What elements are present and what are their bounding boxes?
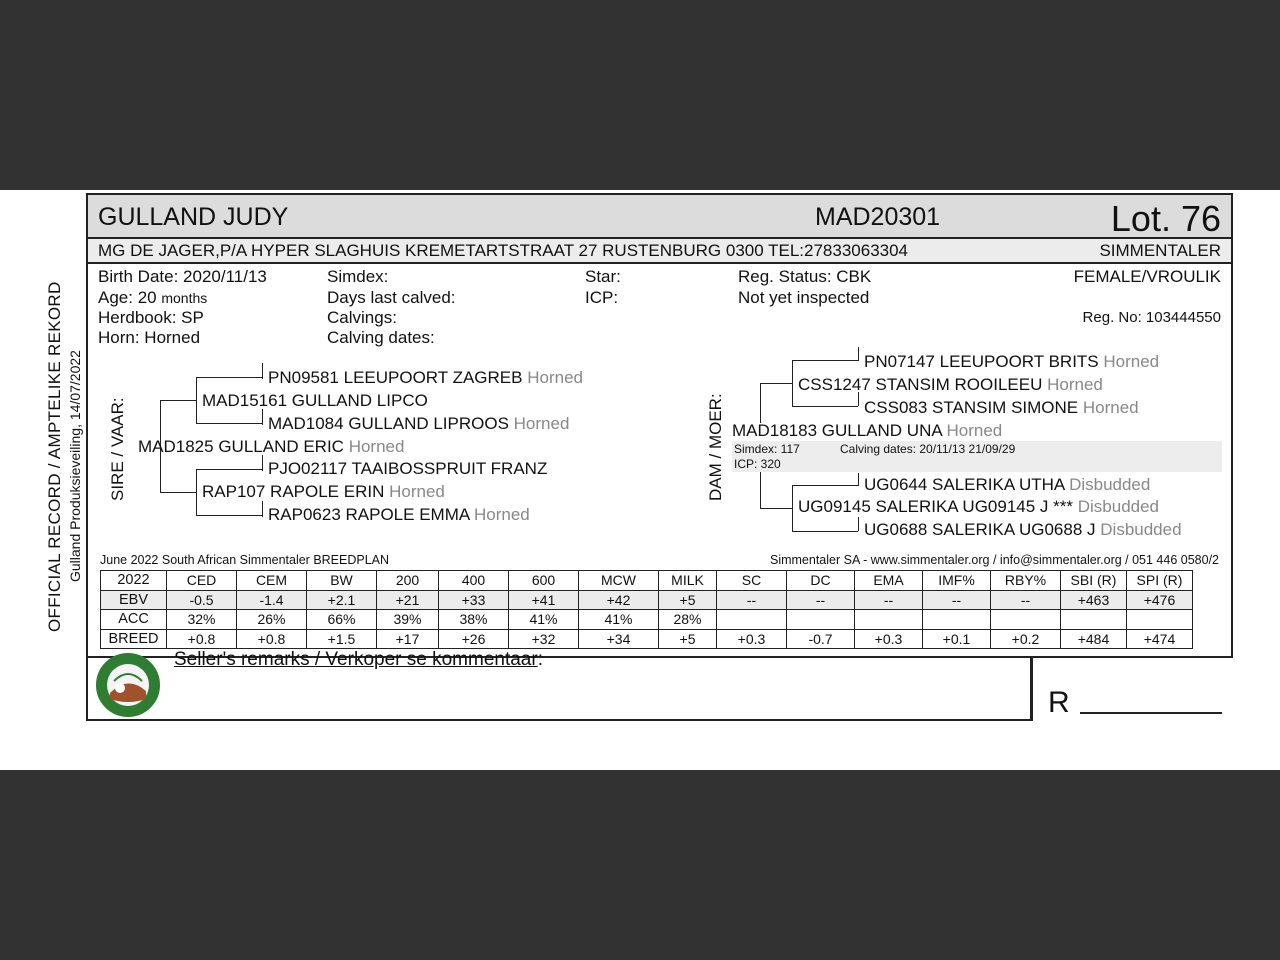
ebv-cell: -- bbox=[787, 590, 855, 610]
ebv-row-acc bbox=[101, 610, 1193, 630]
dam-side-label: DAM / MOER: bbox=[706, 393, 725, 501]
age bbox=[98, 288, 207, 308]
simdex-label: Simdex: bbox=[327, 267, 389, 286]
ebv-cell: BW bbox=[307, 571, 377, 591]
reg-status: Reg. Status: CBK bbox=[738, 267, 872, 286]
horn-status: Horn: Horned bbox=[98, 328, 201, 347]
ebv-cell: +5 bbox=[659, 629, 717, 649]
ebv-cell bbox=[991, 610, 1061, 630]
ebv-cell bbox=[923, 610, 991, 630]
sale-label: Gulland Produksieveiling, 14/07/2022 bbox=[67, 350, 83, 582]
ebv-cell: BREED bbox=[101, 629, 167, 649]
lot-number: Lot. 76 bbox=[1110, 198, 1221, 239]
ebv-cell: +33 bbox=[439, 590, 509, 610]
ebv-cell: +0.3 bbox=[717, 629, 787, 649]
ebv-cell bbox=[787, 610, 855, 630]
dam-simdex: Simdex: 117 bbox=[734, 442, 800, 456]
dam-connector bbox=[760, 383, 761, 423]
ebv-cell: +26 bbox=[439, 629, 509, 649]
ebv-cell: +41 bbox=[509, 590, 579, 610]
ebv-cell: +34 bbox=[579, 629, 659, 649]
ebv-cell: -- bbox=[717, 590, 787, 610]
ebv-cell: SBI (R) bbox=[1061, 571, 1127, 591]
sellers-remarks-label: Seller's remarks / Verkoper se kommentaar: bbox=[174, 649, 543, 670]
dam-sire-sire: PN07147 LEEUPOORT BRITS Horned bbox=[864, 352, 1160, 371]
ebv-cell: +474 bbox=[1127, 629, 1193, 649]
dam-dam-dam: UG0688 SALERIKA UG0688 J Disbudded bbox=[864, 520, 1182, 539]
ebv-cell: 2022 bbox=[101, 571, 167, 591]
birth-date: Birth Date: 2020/11/13 bbox=[98, 267, 267, 286]
ebv-cell: EBV bbox=[101, 590, 167, 610]
ebv-cell: 26% bbox=[237, 610, 307, 630]
ebv-cell: +0.8 bbox=[237, 629, 307, 649]
ebv-cell: +42 bbox=[579, 590, 659, 610]
dam: MAD18183 GULLAND UNA Horned bbox=[732, 421, 1003, 440]
title-row bbox=[88, 195, 1231, 239]
ebv-row-breed bbox=[101, 629, 1193, 649]
age-value: Age: 20 bbox=[98, 288, 157, 307]
ebv-header-row bbox=[101, 571, 1193, 591]
days-last-calved-label: Days last calved: bbox=[327, 288, 456, 307]
ebv-cell: -1.4 bbox=[237, 590, 307, 610]
ebv-cell: RBY% bbox=[991, 571, 1061, 591]
lot-card bbox=[86, 193, 1233, 658]
herdbook: Herdbook: SP bbox=[98, 308, 204, 327]
calving-dates-label: Calving dates: bbox=[327, 328, 435, 347]
ebv-cell: 32% bbox=[167, 610, 237, 630]
ebv-table bbox=[100, 570, 1193, 649]
ebv-cell: CED bbox=[167, 571, 237, 591]
ebv-cell: +476 bbox=[1127, 590, 1193, 610]
ebv-cell: 39% bbox=[377, 610, 439, 630]
ebv-cell: DC bbox=[787, 571, 855, 591]
ebv-cell: 41% bbox=[579, 610, 659, 630]
official-record-label: OFFICIAL RECORD / AMPTELIKE REKORD bbox=[45, 281, 64, 632]
ebv-cell bbox=[717, 610, 787, 630]
icp-label: ICP: bbox=[585, 288, 619, 307]
ebv-cell: -- bbox=[991, 590, 1061, 610]
ebv-cell: IMF% bbox=[923, 571, 991, 591]
contact-info: Simmentaler SA - www.simmentaler.org / info@simmentaler.org / 051 446 0580/2 bbox=[769, 553, 1219, 567]
ebv-cell: +0.1 bbox=[923, 629, 991, 649]
price-input-line[interactable] bbox=[1080, 712, 1222, 714]
ebv-cell: +32 bbox=[509, 629, 579, 649]
sex-label: FEMALE/VROULIK bbox=[1073, 267, 1221, 286]
price-prefix: R bbox=[1048, 686, 1070, 719]
ebv-cell: -- bbox=[923, 590, 991, 610]
sire: MAD1825 GULLAND ERIC Horned bbox=[138, 437, 405, 456]
address-row bbox=[88, 239, 1231, 264]
dam-dam-sire: UG0644 SALERIKA UTHA Disbudded bbox=[864, 475, 1151, 494]
ebv-row-ebv bbox=[101, 590, 1193, 610]
ebv-cell: 41% bbox=[509, 610, 579, 630]
ebv-cell: CEM bbox=[237, 571, 307, 591]
ebv-cell: EMA bbox=[855, 571, 923, 591]
ebv-cell: +21 bbox=[377, 590, 439, 610]
breeder-address: MG DE JAGER,P/A HYPER SLAGHUIS KREMETARTSTRAAT 27 RUSTENBURG 0300 TEL:27833063304 bbox=[98, 241, 909, 260]
ebv-cell: 200 bbox=[377, 571, 439, 591]
sire-sire-sire: PN09581 LEEUPOORT ZAGREB Horned bbox=[268, 368, 583, 387]
dam-sire: CSS1247 STANSIM ROOILEEU Horned bbox=[798, 375, 1103, 394]
dam-calving-dates: Calving dates: 20/11/13 21/09/29 bbox=[840, 442, 1016, 456]
ebv-cell: -0.7 bbox=[787, 629, 855, 649]
ebv-cell: -0.5 bbox=[167, 590, 237, 610]
ebv-cell: SC bbox=[717, 571, 787, 591]
ebv-cell: +5 bbox=[659, 590, 717, 610]
sire-dam-dam: RAP0623 RAPOLE EMMA Horned bbox=[268, 505, 530, 524]
sire-side-label: SIRE / VAAR: bbox=[108, 397, 127, 501]
calvings-label: Calvings: bbox=[327, 308, 397, 327]
animal-reg-code: MAD20301 bbox=[815, 203, 941, 231]
ebv-cell: MILK bbox=[659, 571, 717, 591]
ebv-cell: 66% bbox=[307, 610, 377, 630]
ebv-cell: +0.2 bbox=[991, 629, 1061, 649]
ebv-cell: +0.3 bbox=[855, 629, 923, 649]
reg-number: Reg. No: 103444550 bbox=[1082, 309, 1221, 326]
sire-dam-sire: PJO02117 TAAIBOSSPRUIT FRANZ bbox=[268, 459, 548, 478]
ebv-cell: +463 bbox=[1061, 590, 1127, 610]
ebv-cell: 400 bbox=[439, 571, 509, 591]
ebv-cell: +484 bbox=[1061, 629, 1127, 649]
ebv-cell bbox=[855, 610, 923, 630]
ebv-cell: +1.5 bbox=[307, 629, 377, 649]
breed-label: SIMMENTALER bbox=[1099, 241, 1221, 260]
simmentaler-logo-icon bbox=[96, 653, 160, 717]
ebv-cell: SPI (R) bbox=[1127, 571, 1193, 591]
ebv-cell bbox=[1127, 610, 1193, 630]
star-label: Star: bbox=[585, 267, 621, 286]
ebv-cell: -- bbox=[855, 590, 923, 610]
age-unit: months bbox=[161, 290, 208, 306]
dam-sire-dam: CSS083 STANSIM SIMONE Horned bbox=[864, 398, 1139, 417]
sire-sire-dam: MAD1084 GULLAND LIPROOS Horned bbox=[268, 414, 570, 433]
ebv-cell: 38% bbox=[439, 610, 509, 630]
ebv-cell bbox=[1061, 610, 1127, 630]
ebv-cell: 600 bbox=[509, 571, 579, 591]
dam-icp: ICP: 320 bbox=[734, 457, 781, 471]
inspection-status: Not yet inspected bbox=[738, 288, 870, 307]
animal-name: GULLAND JUDY bbox=[98, 203, 289, 231]
ebv-cell: +2.1 bbox=[307, 590, 377, 610]
dam-dam: UG09145 SALERIKA UG09145 J *** Disbudded bbox=[798, 497, 1160, 516]
ebv-cell: MCW bbox=[579, 571, 659, 591]
ebv-cell: ACC bbox=[101, 610, 167, 630]
ebv-cell: +17 bbox=[377, 629, 439, 649]
ebv-cell: 28% bbox=[659, 610, 717, 630]
breedplan-title: June 2022 South African Simmentaler BREEDPLAN bbox=[100, 553, 390, 567]
sire-sire: MAD15161 GULLAND LIPCO bbox=[202, 391, 428, 410]
sire-dam: RAP107 RAPOLE ERIN Horned bbox=[202, 482, 445, 501]
ebv-cell: +0.8 bbox=[167, 629, 237, 649]
